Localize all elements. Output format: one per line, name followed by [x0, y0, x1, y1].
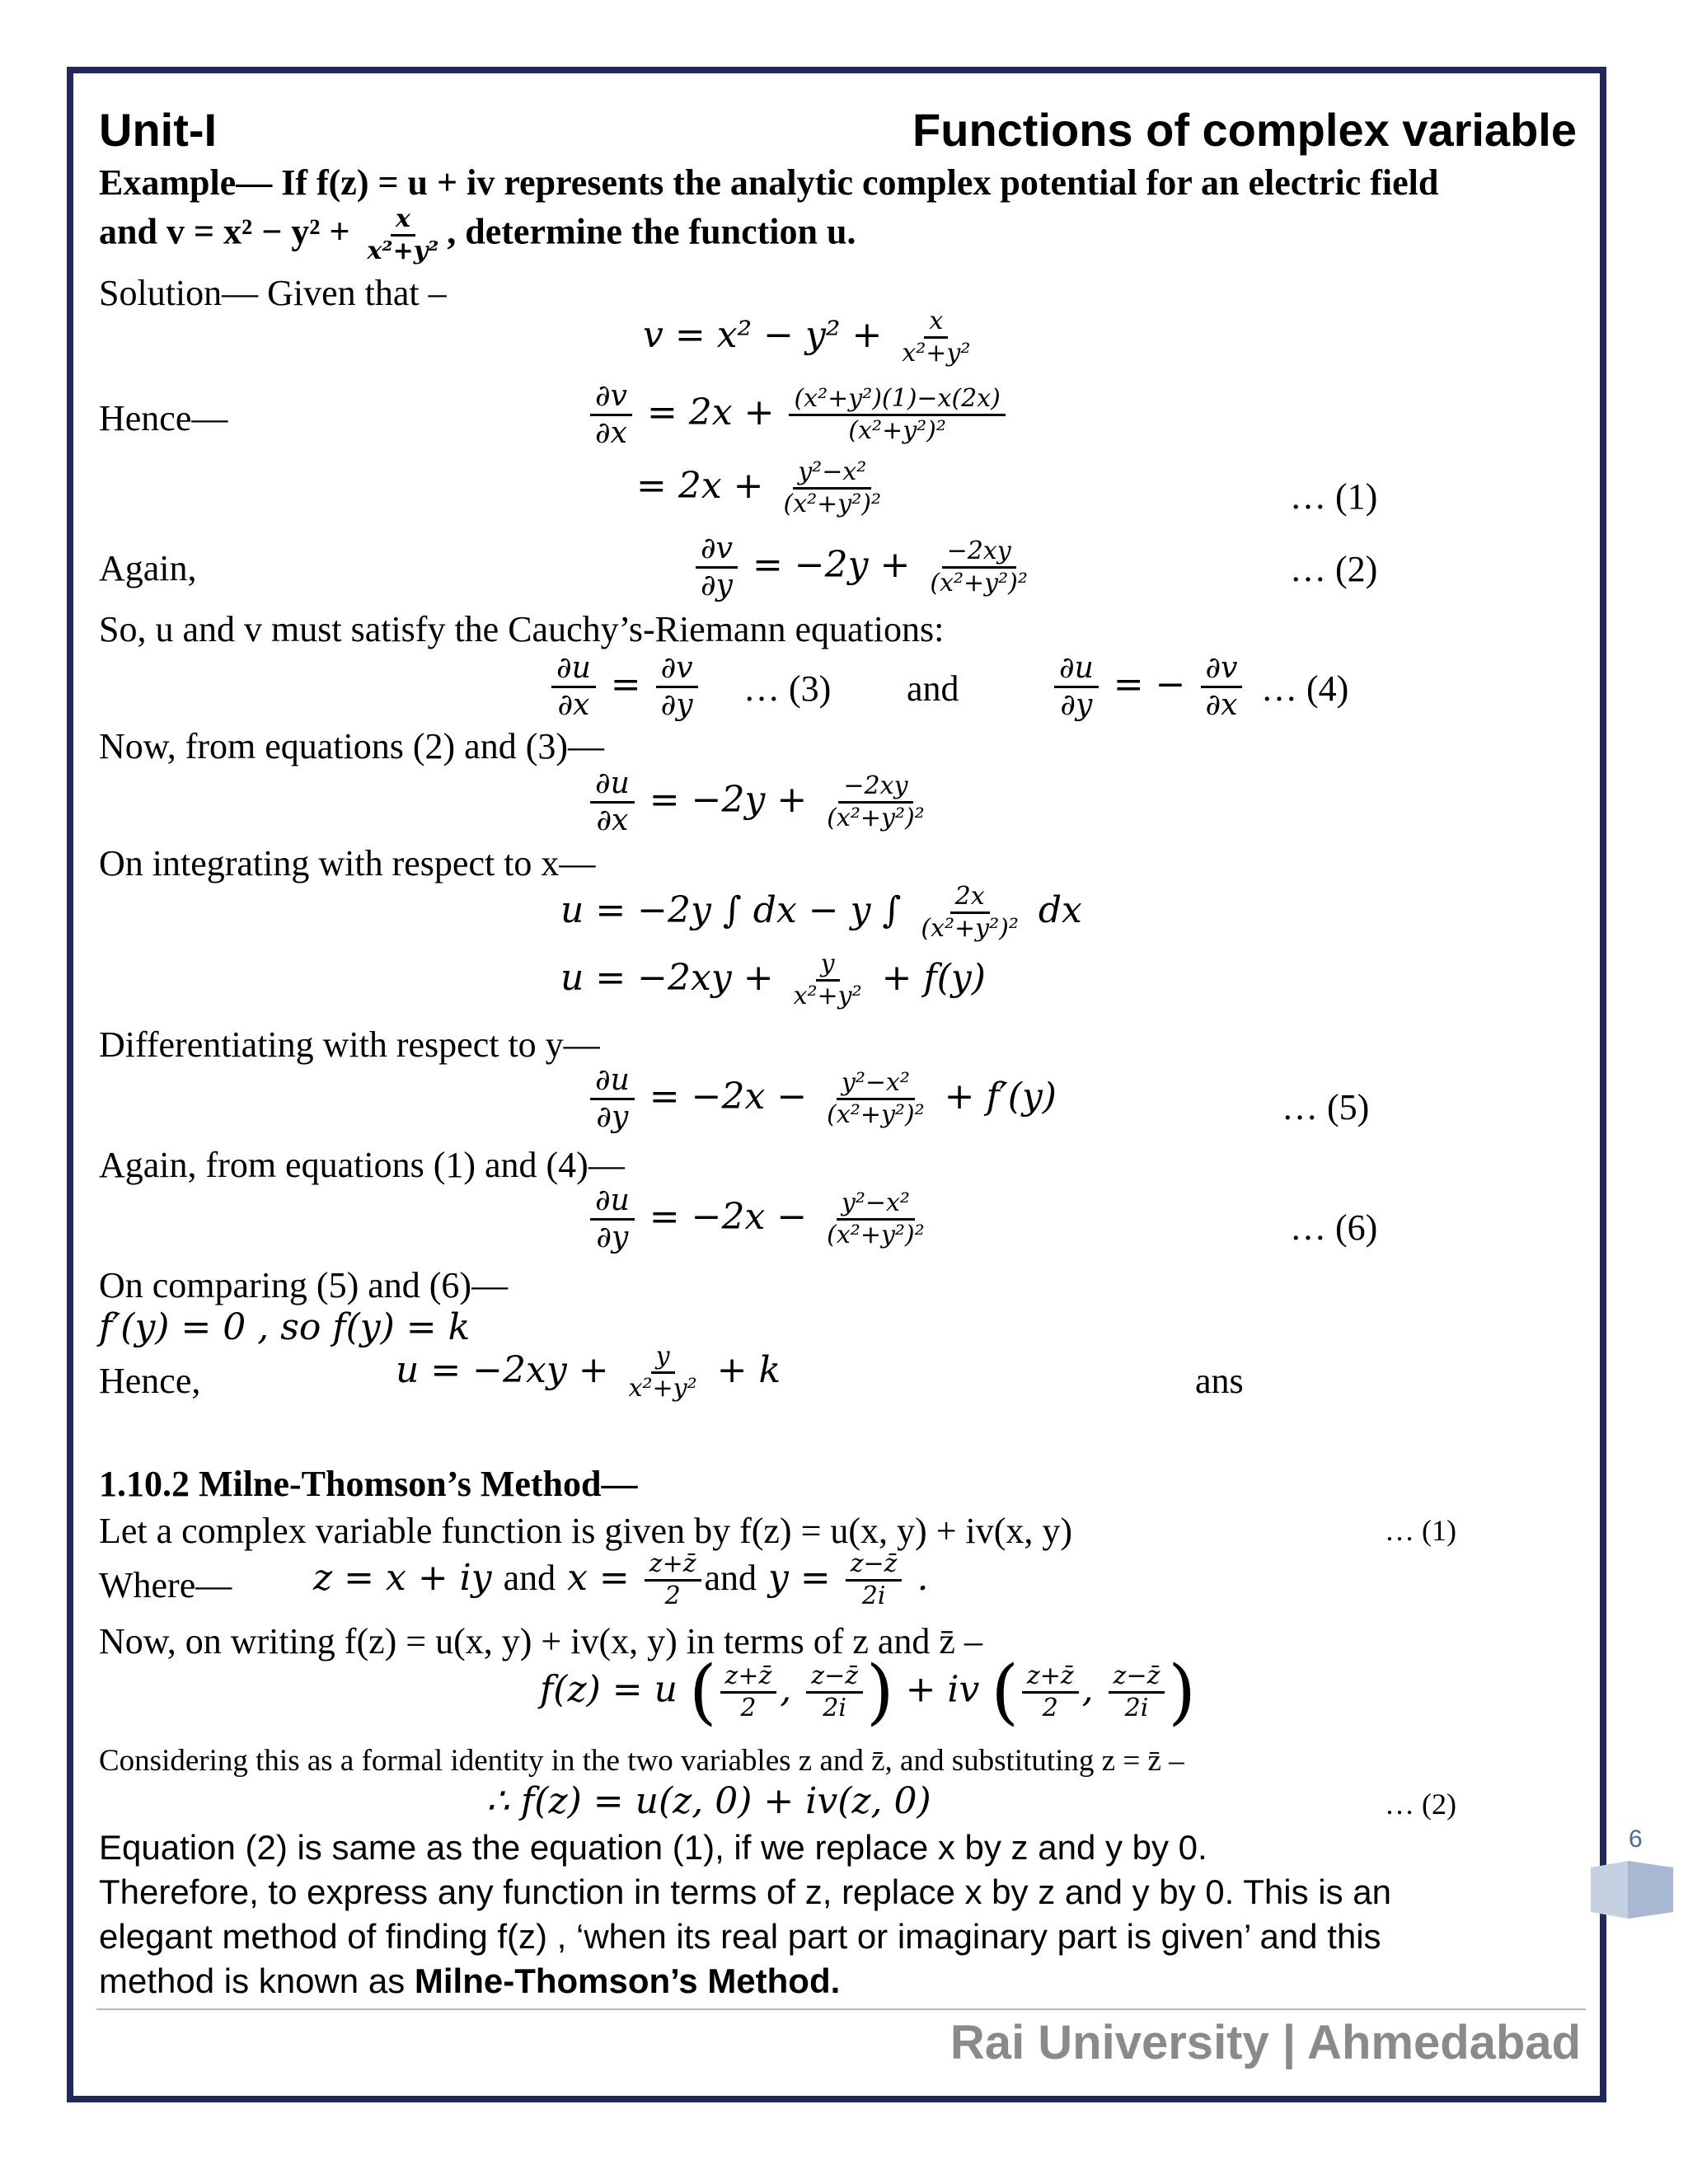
page-number: 6: [1629, 1825, 1643, 1853]
solution-intro: Solution— Given that –: [99, 273, 447, 313]
equation-number-4: … (4): [1261, 668, 1349, 709]
hence-label: Hence—: [99, 398, 228, 438]
integrating-line: On integrating with respect to x—: [99, 843, 596, 883]
where-label: Where—: [99, 1565, 232, 1605]
equation-number-5: … (5): [1282, 1087, 1370, 1127]
again-from-line: Again, from equations (1) and (4)—: [99, 1145, 625, 1185]
milne-paragraph-1: Equation (2) is same as the equation (1), if we replace x by z and y by 0.: [99, 1828, 1207, 1867]
equation-dvdx: $\frac{\partial v}{\partial x}$ = 2x + $\frac{\text{(x²+y²)(1)−x(2x)}}{\text{(x²+y²)²}}$: [587, 379, 1009, 451]
equation-cr-1: $\frac{\partial u}{\partial x}$ = $\frac{\partial v}{\partial y}$: [548, 651, 701, 723]
and-word: and: [907, 668, 959, 709]
footer-university: Rai University | Ahmedabad: [950, 2016, 1581, 2069]
comparing-line: On comparing (5) and (6)—: [99, 1265, 509, 1305]
equation-number-6: … (6): [1290, 1207, 1378, 1248]
equation-v: v = x² − y² + $\frac{x}{\text{x²+y²}}$: [643, 307, 971, 368]
now-line: Now, from equations (2) and (3)—: [99, 726, 604, 766]
where-equation: z = x + iy and x = $\frac{z+z̄}{2}$ and y = $\frac{z-z̄}{2i}$ .: [313, 1549, 929, 1610]
milne-paragraph-2: Therefore, to express any function in terms of z, replace x by z and y by 0. This is an: [99, 1872, 1391, 1911]
equation-number-1: … (1): [1290, 476, 1378, 517]
differentiating-line: Differentiating with respect to y—: [99, 1024, 600, 1065]
milne-paragraph-3: elegant method of finding f(z) , ‘when its real part or imaginary part is given’ and this: [99, 1917, 1381, 1956]
equation-u-final: u = −2xy + $\frac{y}{\text{x²+y²}}$ + k: [396, 1342, 781, 1403]
example-line-2: and v = x² − y² + $\frac{x}{\text{x²+y²}}$ , determine the function u.: [99, 204, 856, 265]
answer-label: ans: [1195, 1361, 1244, 1401]
equation-dudy-from-cr: $\frac{\partial u}{\partial y}$ = −2x − $\frac{\text{y²−x²}}{\text{(x²+y²)²}}$: [587, 1183, 933, 1255]
example-line-1: Example— If f(z) = u + iv represents the analytic complex potential for an electric field: [99, 162, 1439, 203]
milne-line-1: Let a complex variable function is given by f(z) = u(x, y) + iv(x, y): [99, 1511, 1073, 1551]
equation-dvdx-simplified: = 2x + $\frac{\text{y²−x²}}{\text{(x²+y²)²}}$: [636, 457, 882, 518]
milne-equation-number-1: … (1): [1385, 1514, 1456, 1547]
equation-dvdy: $\frac{\partial v}{\partial y}$ = −2y + $\frac{-2xy}{\text{(x²+y²)²}}$: [692, 532, 1036, 603]
section-heading: 1.10.2 Milne-Thomson’s Method—: [99, 1464, 638, 1504]
equation-number-2: … (2): [1290, 549, 1378, 589]
milne-equation-number-2: … (2): [1385, 1788, 1456, 1821]
page-tab-icon: [1591, 1861, 1673, 1919]
fprime-line: f′(y) = 0 , so f(y) = k: [99, 1306, 471, 1348]
equation-dudx: $\frac{\partial u}{\partial x}$ = −2y + $\frac{-2xy}{\text{(x²+y²)²}}$: [587, 766, 933, 838]
milne-substitution-equation: f(z) = u ( $\frac{z+z̄}{2}$ , $\frac{z-z̄}{2i}$ ) + iv ( $\frac{z+z̄}{2}$ , $\frac{z-z̄}{2i}$ ): [540, 1651, 1196, 1733]
equation-u-integral: u = −2y ∫ dx − y ∫ $\frac{2x}{\text{(x²+y²)²}}$ dx: [560, 882, 1082, 943]
equation-cr-2: $\frac{\partial u}{\partial y}$ = − $\frac{\partial v}{\partial x}$: [1051, 651, 1245, 723]
milne-line-3: Now, on writing f(z) = u(x, y) + iv(x, y) in terms of z and z̄ –: [99, 1621, 982, 1661]
equation-u: u = −2xy + $\frac{y}{\text{x²+y²}}$ + f(y): [560, 949, 986, 1010]
therefore-equation: ∴ f(z) = u(z, 0) + iv(z, 0): [486, 1780, 931, 1822]
equation-number-3: … (3): [743, 668, 832, 709]
considering-line: Considering this as a formal identity in the two variables z and z̄, and substituting z = z̄ –: [99, 1744, 1184, 1778]
page-title: Functions of complex variable: [912, 104, 1577, 156]
equation-dudy: $\frac{\partial u}{\partial y}$ = −2x − $\frac{\text{y²−x²}}{\text{(x²+y²)²}}$ + f′(y): [587, 1063, 1057, 1135]
unit-label: Unit-I: [99, 104, 218, 156]
milne-paragraph-4: method is known as Milne-Thomson’s Method.: [99, 1961, 841, 2000]
hence-final-label: Hence,: [99, 1361, 201, 1401]
cauchy-riemann-line: So, u and v must satisfy the Cauchy’s-Riemann equations:: [99, 609, 945, 649]
again-label: Again,: [99, 548, 197, 588]
footer-divider: [96, 2008, 1586, 2010]
